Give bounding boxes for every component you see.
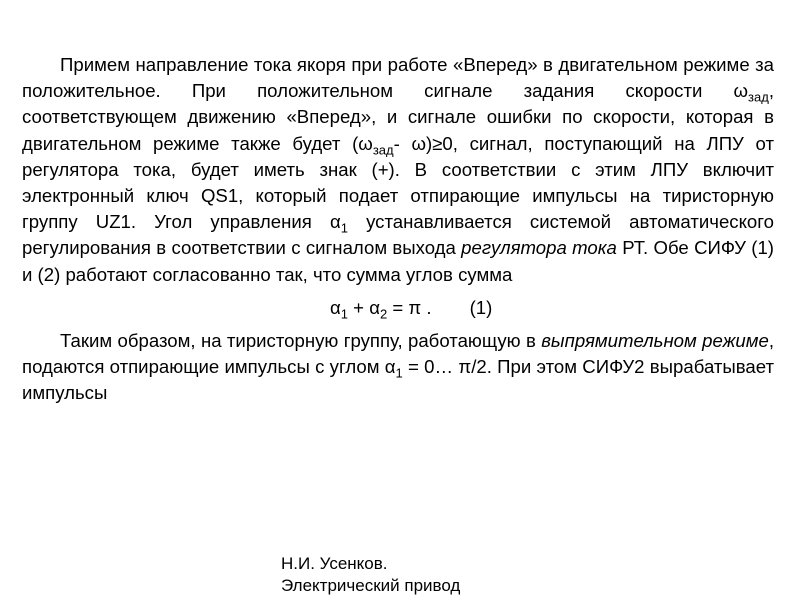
footer-course: Электрический привод <box>281 576 461 595</box>
paragraph-2 <box>22 328 774 407</box>
formula-rhs: = π . <box>387 296 432 318</box>
para1-text-4: устанавливается системой автоматического регулирования в соответствии с сигналом выхода <box>22 211 774 259</box>
formula <box>22 290 774 326</box>
formula-sub1: 1 <box>340 306 348 322</box>
para1-text-2: , соответствующем движению «Вперед», и сигнале ошибки по скорости, которая в двигательном режиме также будет (ω <box>22 80 774 154</box>
formula-sub2: 2 <box>379 306 388 322</box>
para2-text-2: , подаются отпирающие импульсы с углом α <box>22 329 774 378</box>
body-text <box>22 52 774 406</box>
subscript-1: 1 <box>340 220 348 236</box>
subscript-1: 1 <box>395 365 403 381</box>
para1-text-5: РТ. Обе СИФУ (1) и (2) работают согласованно так, что сумма углов сумма <box>22 237 775 285</box>
paragraph-1 <box>22 52 774 288</box>
para1-text-3: - ω)≥0, сигнал, поступающий на ЛПУ от регулятора тока, будет иметь знак (+). В соответствии с этим ЛПУ включит электронный ключ QS1, который подает отпирающие импульсы на тиристорную группу UZ1. Угол управления α <box>22 132 774 233</box>
footer <box>281 553 460 597</box>
italic-term-rectifier-mode: выпрямительном режиме <box>541 329 769 351</box>
para2-text-1: Таким образом, на тиристорную группу, работающую в <box>60 329 542 351</box>
subscript-zad: зад <box>372 142 394 158</box>
footer-author: Н.И. Усенков. <box>281 554 388 573</box>
para1-text-1: Примем направление тока якоря при работе «Вперед» в двигательном режиме за положительное. При положительном сигнале задания скорости ω <box>22 54 774 102</box>
italic-term-current-regulator: регулятора тока <box>461 237 617 259</box>
formula-number: (1) <box>469 296 493 318</box>
formula-plus-alpha2: + α <box>348 296 380 318</box>
para2-text-3: = 0… π/2. При этом СИФУ2 вырабатывает импульсы <box>22 356 775 404</box>
formula-alpha1: α <box>330 296 341 318</box>
subscript-zad: зад <box>748 89 769 105</box>
